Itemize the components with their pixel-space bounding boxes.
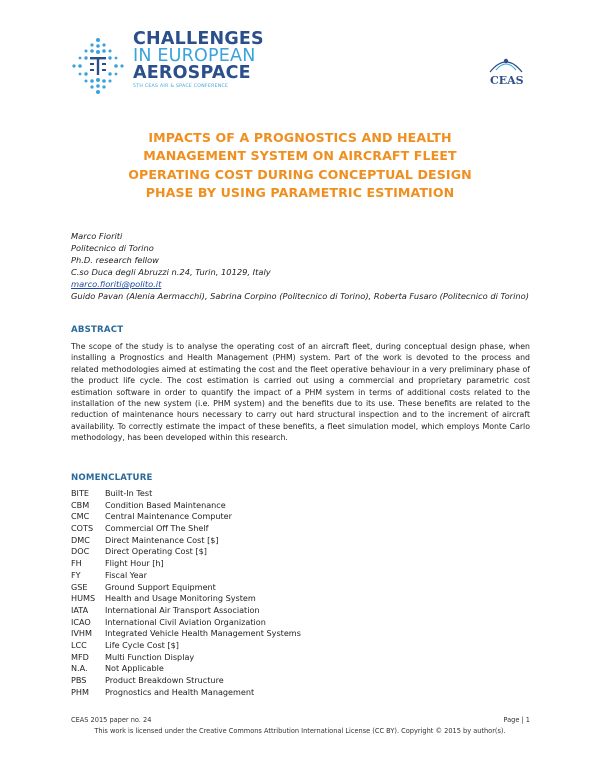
title-line-3: OPERATING COST DURING CONCEPTUAL DESIGN — [128, 166, 472, 182]
nom-def: Ground Support Equipment — [105, 581, 216, 592]
list-item — [71, 511, 491, 523]
logo-line-3: AEROSPACE — [133, 63, 251, 83]
nom-def: Life Cycle Cost [$] — [105, 639, 179, 650]
nom-abbr: PBS — [71, 675, 87, 685]
list-item — [71, 523, 491, 535]
logo-line-2: IN EUROPEAN — [133, 46, 256, 66]
author-email-link[interactable]: marco.fioriti@polito.it — [71, 279, 162, 289]
coauthors: Guido Pavan (Alenia Aermacchi), Sabrina Corpino (Politecnico di Torino), Roberta Fusaro (Politecnico di Torino) — [71, 291, 529, 301]
list-item — [71, 652, 491, 664]
list-item — [71, 617, 491, 629]
list-item — [71, 488, 491, 500]
nom-def: Condition Based Maintenance — [105, 499, 226, 510]
nomenclature-heading: NOMENCLATURE — [71, 473, 153, 483]
author-affiliation: Politecnico di Torino — [71, 243, 154, 253]
nom-def: Direct Maintenance Cost [$] — [105, 534, 219, 545]
nom-abbr: PHM — [71, 686, 89, 697]
footer-page-number: Page | 1 — [503, 716, 530, 724]
nom-def: International Civil Aviation Organization — [105, 616, 266, 627]
abstract-heading: ABSTRACT — [71, 325, 124, 335]
nom-abbr: DOC — [71, 546, 90, 557]
title-line-2: MANAGEMENT SYSTEM ON AIRCRAFT FLEET — [143, 148, 457, 164]
conference-logo-text — [133, 31, 264, 89]
nom-def: Health and Usage Monitoring System — [105, 593, 256, 604]
list-item — [71, 675, 491, 687]
nom-abbr: IVHM — [71, 628, 92, 639]
list-item — [71, 605, 491, 617]
nom-def: Multi Function Display — [105, 651, 195, 662]
author-address: C.so Duca degli Abruzzi n.24, Turin, 10129, Italy — [71, 267, 271, 277]
ceas-label: CEAS — [490, 74, 524, 87]
nom-def: Built-In Test — [105, 488, 153, 498]
ceas-logo — [482, 50, 530, 90]
nom-def: Product Breakdown Structure — [105, 675, 224, 685]
author-name: Marco Fioriti — [71, 231, 123, 241]
nom-def: Flight Hour [h] — [105, 558, 164, 569]
logo-tagline: 5TH CEAS AIR & SPACE CONFERENCE — [133, 84, 229, 89]
list-item — [71, 640, 491, 652]
nomenclature-list — [71, 488, 491, 698]
nom-abbr: DMC — [71, 534, 90, 545]
nom-abbr: FH — [71, 558, 82, 569]
paper-title — [60, 129, 540, 202]
title-line-4: PHASE BY USING PARAMETRIC ESTIMATION — [145, 184, 455, 200]
logo-line-1: CHALLENGES — [133, 29, 264, 49]
nom-def: Not Applicable — [105, 663, 164, 674]
footer-paper-number: CEAS 2015 paper no. 24 — [71, 716, 152, 724]
nom-abbr: BITE — [71, 488, 89, 498]
nom-abbr: HUMS — [71, 593, 96, 604]
conference-logo-mark — [68, 36, 128, 96]
nom-def: Commercial Off The Shelf — [105, 523, 209, 534]
author-position: Ph.D. research fellow — [71, 255, 159, 265]
list-item — [71, 593, 491, 605]
nom-def: Fiscal Year — [105, 569, 147, 580]
nom-abbr: IATA — [71, 604, 89, 615]
list-item — [71, 663, 491, 675]
nom-def: International Air Transport Association — [105, 604, 260, 615]
list-item — [71, 546, 491, 558]
nom-abbr: CBM — [71, 499, 90, 510]
nom-def: Central Maintenance Computer — [105, 511, 232, 522]
nom-abbr: CMC — [71, 511, 90, 522]
list-item — [71, 687, 491, 699]
nom-def: Direct Operating Cost [$] — [105, 546, 207, 557]
nom-abbr: N.A. — [71, 663, 88, 674]
list-item — [71, 628, 491, 640]
nom-abbr: COTS — [71, 523, 94, 534]
nom-abbr: ICAO — [71, 616, 91, 627]
nom-abbr: GSE — [71, 581, 88, 592]
list-item — [71, 570, 491, 582]
nom-abbr: LCC — [71, 639, 87, 650]
author-block — [71, 230, 541, 302]
list-item — [71, 558, 491, 570]
list-item — [71, 582, 491, 594]
title-line-1: IMPACTS OF A PROGNOSTICS AND HEALTH — [148, 130, 452, 145]
nom-def: Prognostics and Health Management — [105, 686, 255, 697]
nom-abbr: MFD — [71, 651, 89, 662]
footer-license: This work is licensed under the Creative Commons Attribution International License (CC BY). Copyright © 2015 by author(s). — [94, 727, 506, 735]
list-item — [71, 500, 491, 512]
abstract-text: The scope of the study is to analyse the operating cost of an aircraft fleet, during conceptual design phase, when installing a Prognostics and Health Management (PHM) system. Part of the work is devoted to the process and related methodologies aimed at estimating the cost and the fleet operative behaviour in a very preliminary phase of the product life cycle. The cost estimation is carried out using a commercial and proprietary parametric cost estimation software in order to quantify the impact of a PHM system in terms of additional costs related to the installation of the new system (i.e. PHM system) and the benefits due to its use. These benefits are related to the reduction of maintenance hours necessary to carry out hard structural inspection and to the increment of aircraft availability. To correctly estimate the impact of these benefits, a fleet simulation model, which employs Monte Carlo methodology, has been developed within this research. — [71, 342, 530, 443]
list-item — [71, 535, 491, 547]
nom-def: Integrated Vehicle Health Management Systems — [105, 628, 301, 639]
dot-grid-icon — [68, 36, 128, 96]
nom-abbr: FY — [71, 569, 81, 580]
